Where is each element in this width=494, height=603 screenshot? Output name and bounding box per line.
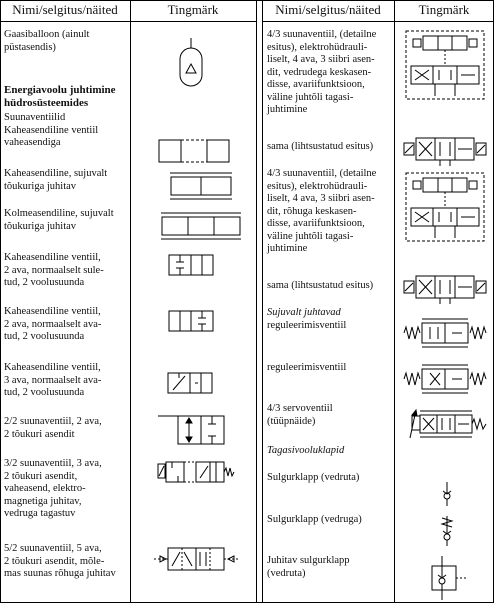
check-valve-spring-symbol (438, 516, 456, 546)
right-row-text: 4/3 suunaventiil, (detailne esitus), elektrohüdrauli- liselt, 4 ava, 3 siibri asen- dit, vedrudega keskasen- disse, avariifunktsioon, väline juhtõli tagasi- juhtimine (267, 29, 377, 115)
column-divider (130, 0, 131, 603)
left-row-text: 5/2 suunaventiil, 5 ava, 2 tõukuri asendit, mõle- mas suunas rõhuga juhitav (4, 543, 116, 579)
servo-valve-symbol (402, 408, 488, 440)
two-position-valve-intermediate-symbol (158, 139, 230, 163)
right-row-text: reguleerimisventiil (267, 320, 347, 331)
header-right-name: Nimi/selgitus/näited (275, 2, 381, 17)
two-position-smooth-symbol (170, 172, 232, 200)
valve-2-2-symbol (158, 414, 230, 446)
right-row-text: Sujuvalt juhtavad (267, 307, 341, 318)
piloted-check-valve-symbol (430, 556, 470, 600)
valve-3-port-no-symbol (167, 372, 213, 394)
valve-4-3-simplified-b-symbol (402, 272, 488, 304)
left-row-text: Kaheasendiline ventiil, 2 ava, normaalselt sule- tud, 2 voolusuunda (4, 252, 104, 288)
right-row-text: Sulgurklapp (vedruga) (267, 514, 362, 525)
left-row-text: Gaasiballoon (ainult püstasendis) (4, 29, 90, 53)
header-left-name: Nimi/selgitus/näited (12, 2, 118, 17)
left-row-text: Kaheasendiline, sujuvalt tõukuriga juhitav (4, 168, 108, 192)
right-row-text: Sulgurklapp (vedruta) (267, 472, 360, 483)
left-row-text: Suunaventiilid Kaheasendiline ventiil vaheasendiga (4, 112, 99, 148)
left-row-text: 3/2 suunaventiil, 3 ava, 2 tõukuri asendit, vaheasend, elektro- magnetiga juhitav, vedruga tagastuv (4, 458, 102, 519)
valve-4-3-simplified-a-symbol (402, 134, 488, 166)
left-row-text: Kaheasendiline ventiil, 3 ava, normaalselt ava- tud, 2 voolusuunda (4, 362, 102, 398)
three-position-smooth-symbol (161, 212, 241, 240)
valve-2-port-nc-symbol (168, 254, 214, 276)
valve-3-2-solenoid-symbol (156, 458, 238, 486)
right-row-text: Tagasivooluklapid (267, 445, 345, 456)
right-row-text: sama (lihtsustatud esitus) (267, 280, 374, 291)
left-row-text: Energiavoolu juhtimine hüdrosüsteemides (4, 84, 116, 109)
column-divider (262, 0, 263, 603)
valve-5-2-pressure-symbol (154, 546, 240, 572)
valve-4-3-detailed-a-symbol (405, 30, 485, 100)
left-row-text: Kaheasendiline ventiil, 2 ava, normaalselt ava- tud, 2 voolusuunda (4, 306, 102, 342)
right-row-text: 4/3 servoventiil (tüüpnäide) (267, 403, 333, 427)
valve-2-port-no-symbol (168, 310, 214, 332)
gas-cylinder-symbol (176, 38, 206, 88)
regulating-valve-b-symbol (402, 364, 488, 394)
regulating-valve-a-symbol (402, 318, 488, 348)
column-divider (394, 0, 395, 603)
header-right-symbol: Tingmärk (418, 2, 470, 17)
right-row-text: 4/3 suunaventiil, (detailne esitus), elektrohüdrauli- liselt, 4 ava, 3 siibri asen- dit, rõhuga keskasen- disse, avariifunktsioon, väline juhtõli tagasi- juhtimine (267, 168, 377, 254)
header-divider (0, 21, 256, 22)
left-row-text: 2/2 suunaventiil, 2 ava, 2 tõukuri asendit (4, 416, 102, 440)
check-valve-no-spring-symbol (440, 482, 454, 506)
valve-4-3-detailed-b-symbol (405, 172, 485, 242)
right-row-text: Juhitav sulgurklapp (vedruta) (267, 555, 350, 579)
column-divider (256, 0, 257, 603)
left-row-text: Kolmeasendiline, sujuvalt tõukuriga juhitav (4, 208, 114, 232)
right-row-text: sama (lihtsustatud esitus) (267, 141, 374, 152)
header-divider (262, 21, 494, 22)
header-left-symbol: Tingmärk (167, 2, 219, 17)
right-row-text: reguleerimisventiil (267, 362, 347, 373)
